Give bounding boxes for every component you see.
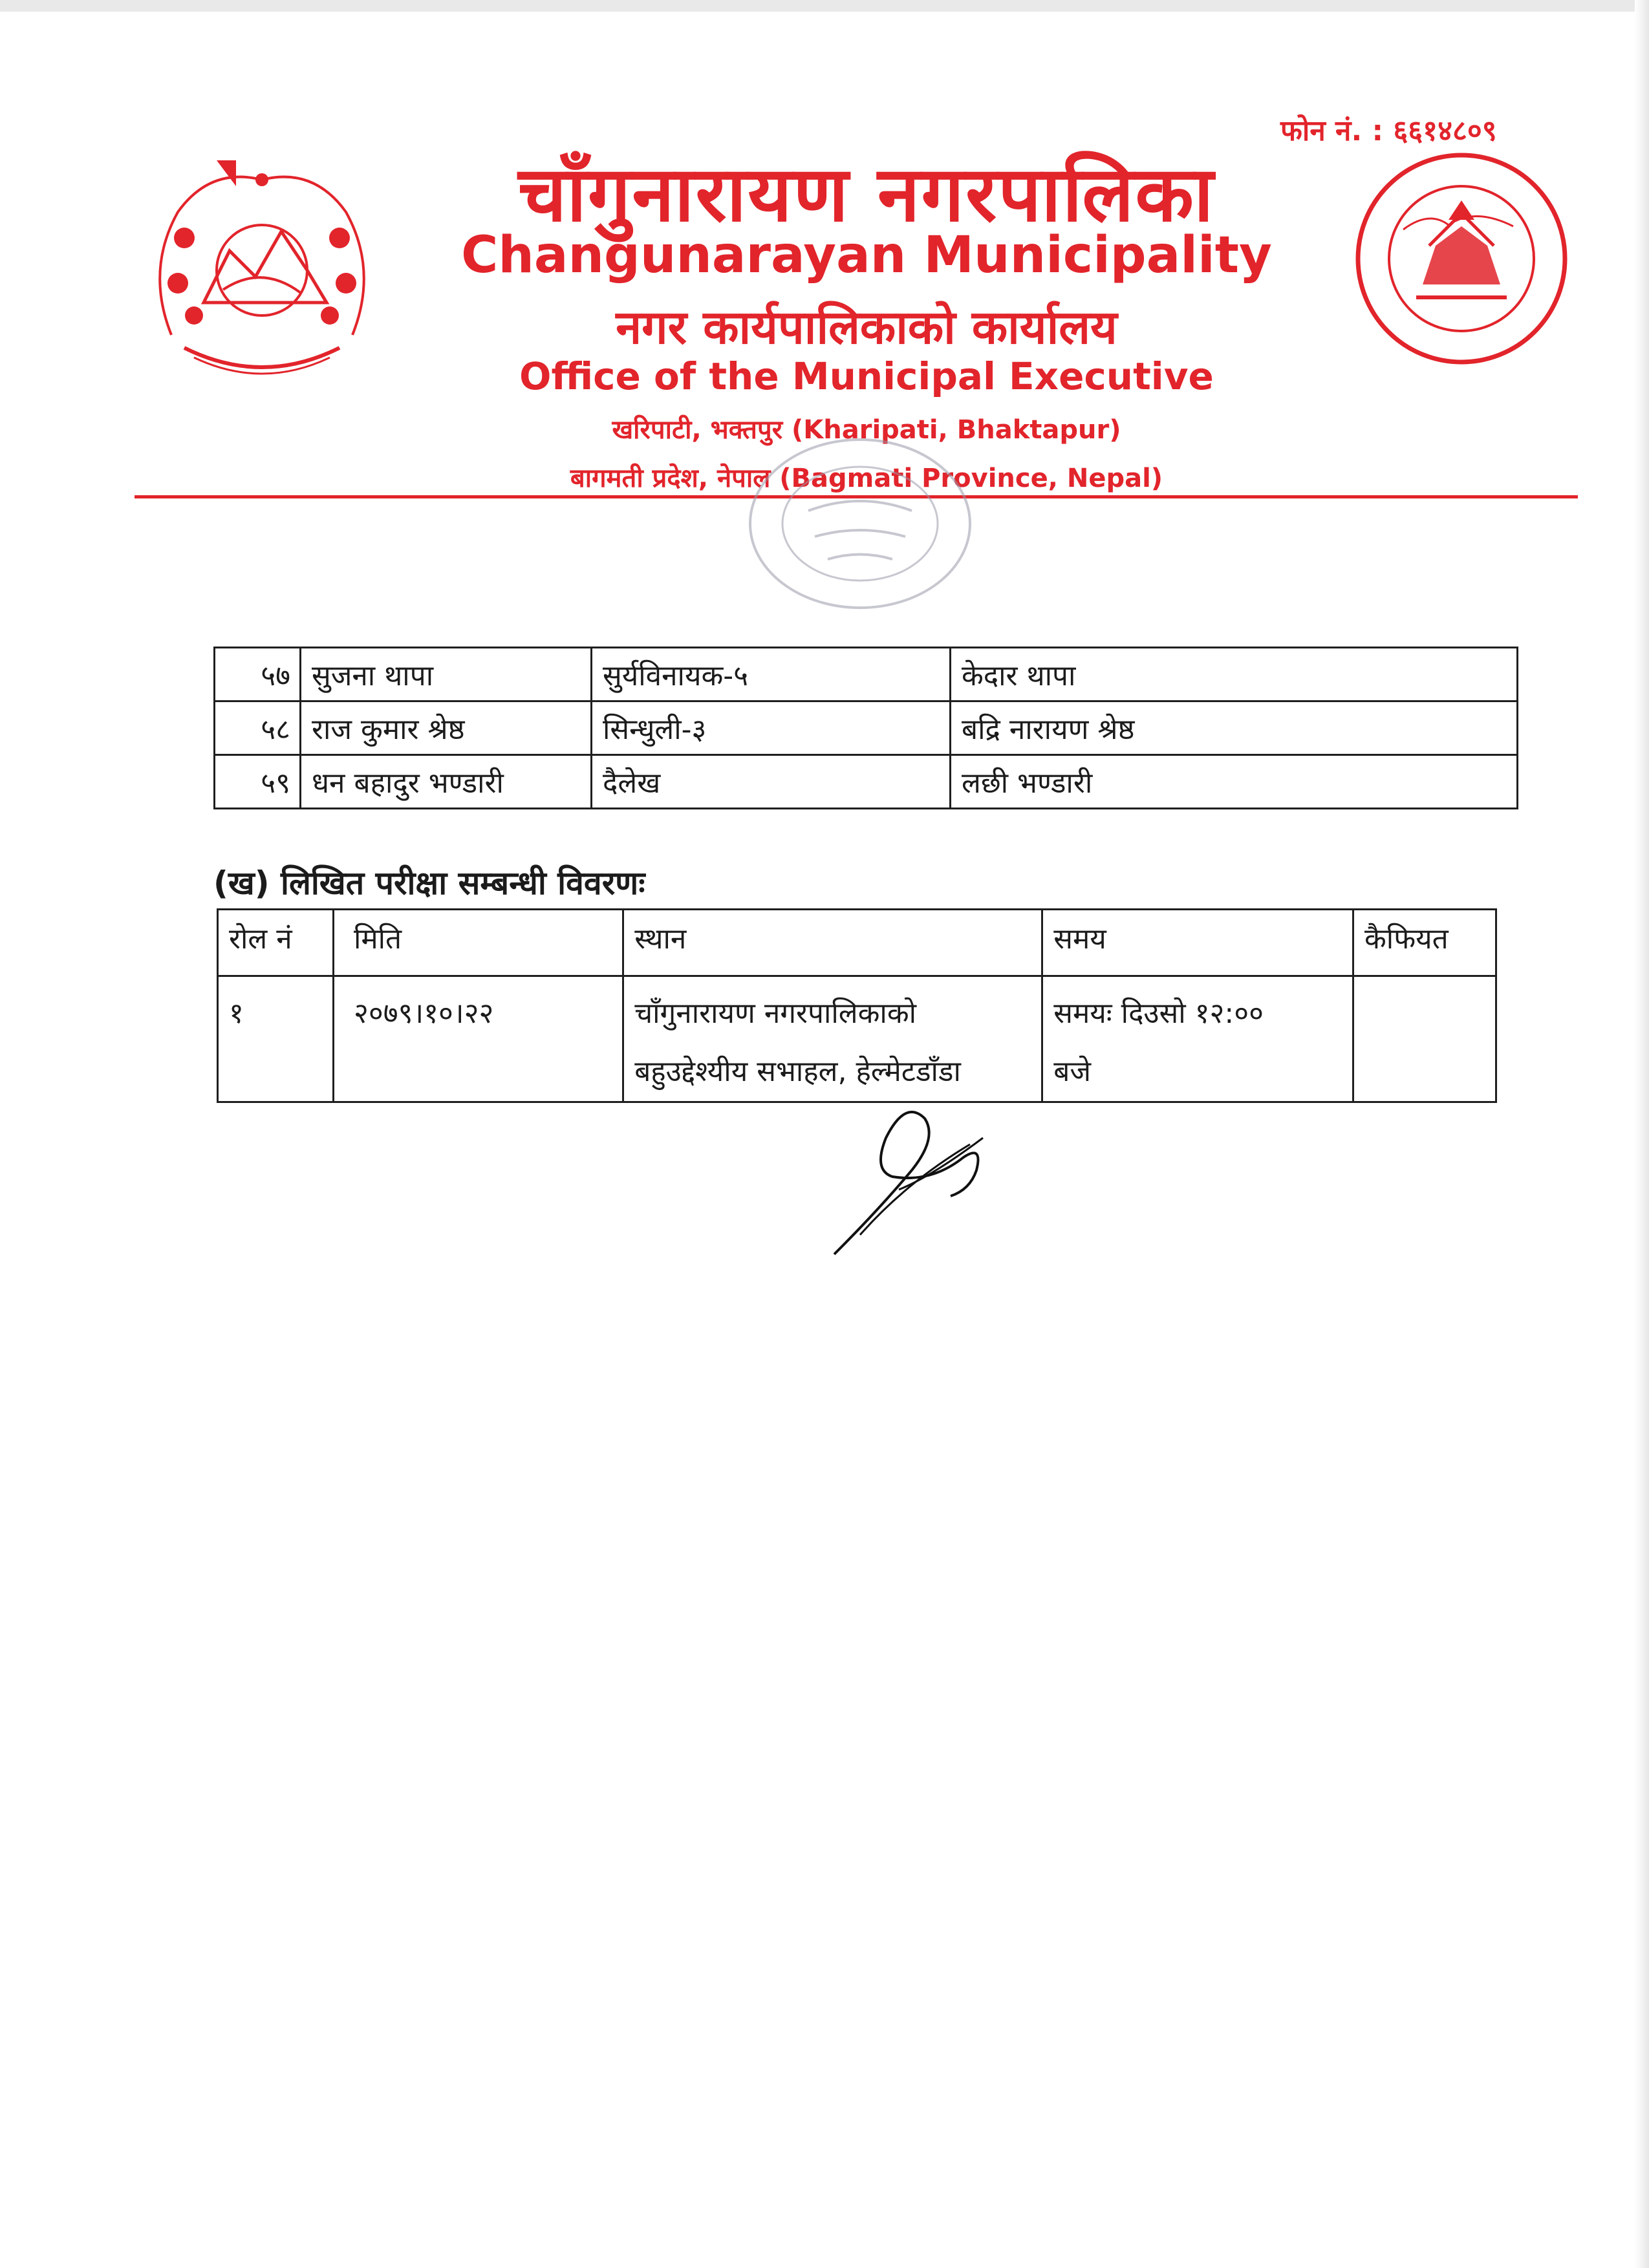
exam-details-table [217,908,1497,1103]
exam-time-line-1: समयः दिउसो १२:०० [1053,997,1264,1030]
candidates-table [213,647,1518,809]
candidate-name: सुजना थापा [301,648,592,701]
table-header-row [218,910,1496,976]
header-roll: रोल नं [218,910,334,976]
phone-number: फोन नं. : ६६१४८०९ [1280,114,1497,147]
scan-right-edge [1635,0,1649,2268]
candidate-name: धन बहादुर भण्डारी [301,755,592,809]
header-place: स्थान [623,910,1042,976]
exam-place-line-1: चाँगुनारायण नगरपालिकाको [634,997,917,1030]
exam-section-title: (ख) लिखित परीक्षा सम्बन्धी विवरणः [213,864,645,902]
address-line-2: बागमती प्रदेश, नेपाल (Bagmati Province, Nepal) [570,464,1163,493]
guardian-name: लछी भण्डारी [951,755,1518,809]
address-line-1: खरिपाटी, भक्तपुर (Kharipati, Bhaktapur) [612,415,1121,445]
scan-top-edge [0,0,1649,12]
exam-place [623,976,1042,1102]
exam-remarks [1353,976,1496,1102]
table-row [218,976,1496,1102]
nepal-emblem-icon [133,141,391,387]
candidate-address: सुर्यविनायक-५ [592,648,951,701]
exam-place-line-2: बहुउद्देश्यीय सभाहल, हेल्मेटडाँडा [634,1055,961,1088]
table-row [215,648,1518,701]
candidate-name: राज कुमार श्रेष्ठ [301,701,592,755]
header-remarks: कैफियत [1353,910,1496,976]
table-row [215,701,1518,755]
guardian-name: केदार थापा [951,648,1518,701]
row-number: ५७ [215,648,301,701]
exam-time [1042,976,1353,1102]
table-row [215,755,1518,809]
signature-icon [821,1099,1015,1267]
guardian-name: बद्रि नारायण श्रेष्ठ [951,701,1518,755]
municipality-title-english: Changunarayan Municipality [461,226,1272,284]
office-stamp-icon [737,427,983,621]
header-date: मिति [333,910,623,976]
header-time: समय [1042,910,1353,976]
office-title-nepali: नगर कार्यपालिकाको कार्यालय [616,300,1117,354]
candidate-address: सिन्धुली-३ [592,701,951,755]
candidate-address: दैलेख [592,755,951,809]
exam-time-line-2: बजे [1053,1055,1091,1088]
exam-roll: १ [218,976,334,1102]
row-number: ५९ [215,755,301,809]
municipality-title-nepali: चाँगुनारायण नगरपालिका [518,149,1215,239]
municipality-seal-icon [1352,149,1571,369]
exam-date: २०७९।१०।२२ [333,976,623,1102]
row-number: ५८ [215,701,301,755]
office-title-english: Office of the Municipal Executive [519,354,1214,398]
